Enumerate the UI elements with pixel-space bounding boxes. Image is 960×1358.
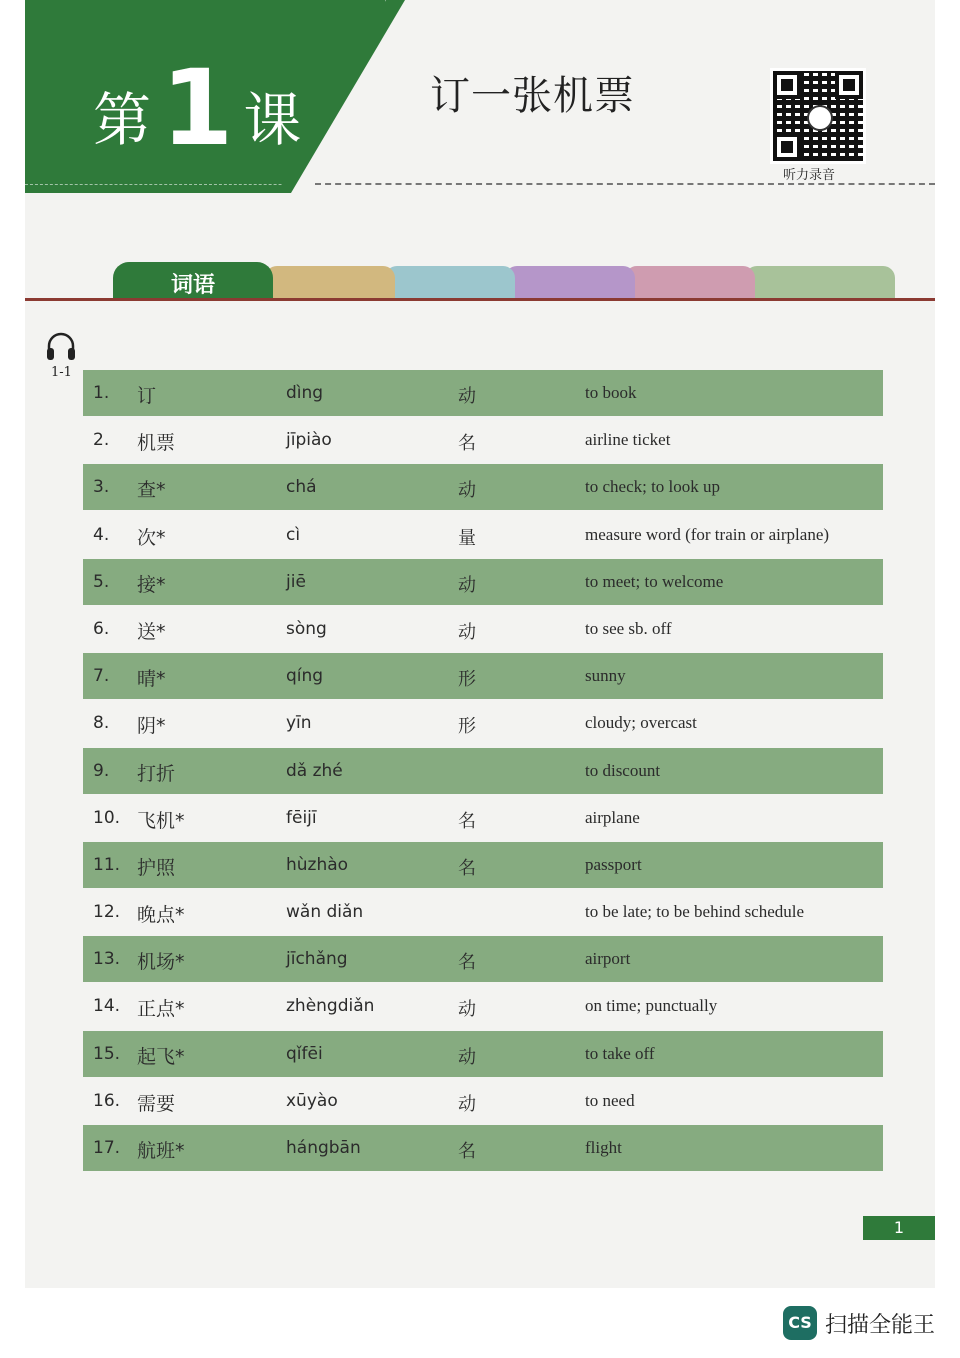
vocab-row [83, 512, 883, 559]
vocab-english: airport [585, 949, 631, 969]
vocab-hanzi: 需要 [137, 1092, 176, 1115]
vocab-english: sunny [585, 666, 626, 686]
vocab-row-background [83, 748, 883, 794]
vocab-pinyin: qíng [286, 666, 324, 687]
vocab-hanzi: 飞机* [137, 809, 185, 832]
vocab-number: 8. [93, 713, 110, 734]
vocab-pinyin: hùzhào [286, 854, 349, 875]
vocab-pinyin: qǐfēi [286, 1043, 323, 1064]
vocab-row [83, 559, 883, 606]
vocab-number: 6. [93, 618, 110, 639]
lesson-number: 1 [161, 47, 234, 169]
vocab-hanzi: 晴* [137, 668, 166, 691]
vocab-number: 3. [93, 477, 110, 498]
vocab-number: 16. [93, 1090, 121, 1111]
vocab-hanzi: 晚点* [137, 904, 185, 927]
vocab-row [83, 795, 883, 842]
vocab-pinyin: zhèngdiǎn [286, 996, 375, 1017]
vocab-english: to check; to look up [585, 477, 721, 497]
vocab-row [83, 1125, 883, 1172]
vocab-english: measure word (for train or airplane) [585, 524, 830, 544]
vocab-english: on time; punctually [585, 996, 718, 1016]
vocab-row [83, 842, 883, 889]
vocab-hanzi: 机场* [137, 951, 185, 974]
vocab-row [83, 464, 883, 511]
vocab-row [83, 1031, 883, 1078]
vocab-pinyin: yīn [286, 713, 312, 734]
vocab-row-background [83, 370, 883, 416]
scanner-label: 扫描全能王 [825, 1312, 936, 1338]
vocab-number: 15. [93, 1043, 121, 1064]
section-tab-decor [265, 266, 395, 300]
vocab-part-of-speech: 动 [458, 1046, 476, 1068]
camscanner-logo-icon: CS [783, 1306, 817, 1340]
section-tab-label: 词语 [170, 273, 215, 298]
vocab-part-of-speech: 动 [458, 386, 476, 407]
vocab-row [83, 889, 883, 936]
vocab-pinyin: chá [286, 477, 317, 498]
vocab-number: 11. [93, 854, 121, 875]
vocab-row-background [83, 1125, 883, 1171]
vocab-english: flight [585, 1138, 622, 1157]
vocab-row [83, 417, 883, 464]
vocab-number: 12. [93, 902, 121, 923]
audio-track-number: 1-1 [51, 365, 72, 380]
vocab-number: 1. [93, 383, 110, 403]
vocab-pinyin: jiē [286, 571, 306, 592]
vocab-row [83, 370, 883, 417]
vocab-row-background [83, 559, 883, 605]
lesson-heading [93, 47, 302, 169]
vocab-number: 17. [93, 1138, 121, 1158]
vocab-english: to discount [585, 760, 661, 780]
vocab-english: to book [585, 383, 637, 402]
vocab-number: 5. [93, 571, 110, 592]
vocab-row-background [83, 842, 883, 888]
vocab-row [83, 983, 883, 1030]
textbook-page [25, 0, 935, 1288]
vocab-pinyin: jīpiào [286, 430, 332, 451]
vocab-pinyin: hángbān [286, 1138, 361, 1158]
vocab-part-of-speech: 动 [458, 621, 476, 643]
qr-code-icon[interactable] [770, 68, 866, 164]
page-number: 1 [863, 1216, 935, 1240]
vocab-pinyin: cì [286, 524, 301, 545]
vocab-row-background [83, 653, 883, 699]
vocab-english: to meet; to welcome [585, 571, 724, 591]
section-tab-decor [385, 266, 515, 300]
vocab-hanzi: 送* [137, 620, 166, 643]
vocab-part-of-speech: 量 [458, 527, 476, 549]
vocab-row [83, 936, 883, 983]
vocab-english: to see sb. off [585, 618, 672, 638]
lesson-prefix: 第 [93, 86, 152, 154]
vocab-part-of-speech: 动 [458, 999, 476, 1021]
vocab-pinyin: sòng [286, 618, 327, 639]
vocab-part-of-speech: 名 [458, 857, 476, 879]
vocab-row [83, 700, 883, 747]
vocabulary-list [83, 370, 883, 1172]
vocab-hanzi: 接* [137, 573, 166, 596]
vocab-hanzi: 查* [137, 479, 166, 502]
vocab-hanzi: 起飞* [137, 1045, 185, 1068]
vocab-pinyin: dìng [286, 383, 324, 403]
section-tab-vocabulary [113, 262, 273, 300]
vocab-part-of-speech: 形 [458, 669, 476, 691]
vocab-hanzi: 次* [137, 526, 166, 549]
vocab-part-of-speech: 形 [458, 716, 476, 738]
vocab-row [83, 748, 883, 795]
vocab-row-background [83, 1031, 883, 1077]
vocab-number: 4. [93, 524, 110, 545]
vocab-row [83, 653, 883, 700]
vocab-english: passport [585, 854, 642, 874]
vocab-english: to be late; to be behind schedule [585, 902, 805, 922]
section-rule [25, 298, 935, 301]
vocab-hanzi: 护照 [137, 856, 176, 879]
scanner-watermark [783, 1306, 935, 1340]
section-tab-decor [745, 266, 895, 300]
vocab-row-background [83, 936, 883, 982]
vocab-english: to take off [585, 1043, 655, 1063]
vocab-pinyin: wǎn diǎn [286, 902, 364, 923]
vocab-number: 7. [93, 666, 110, 687]
vocab-hanzi: 打折 [137, 762, 176, 785]
vocab-part-of-speech: 名 [458, 952, 476, 974]
vocab-hanzi: 订 [137, 385, 157, 407]
qr-label: 听力录音 [783, 168, 836, 183]
vocab-number: 13. [93, 949, 121, 970]
vocab-row-background [83, 464, 883, 510]
vocab-number: 10. [93, 807, 121, 828]
section-tab-decor [625, 266, 755, 300]
vocab-pinyin: dǎ zhé [286, 760, 343, 781]
vocab-number: 9. [93, 760, 110, 781]
vocab-part-of-speech: 动 [458, 480, 476, 502]
vocab-part-of-speech: 名 [458, 810, 476, 832]
vocab-pinyin: xūyào [286, 1090, 338, 1111]
headphones-icon[interactable] [45, 330, 77, 362]
vocab-row [83, 1078, 883, 1125]
vocab-part-of-speech: 名 [458, 1141, 476, 1162]
vocab-part-of-speech: 名 [458, 433, 476, 455]
lesson-suffix: 课 [243, 86, 302, 154]
vocab-row [83, 606, 883, 653]
vocab-number: 14. [93, 996, 121, 1017]
section-tab-decor [505, 266, 635, 300]
lesson-title: 订一张机票 [430, 73, 635, 119]
vocab-part-of-speech: 动 [458, 1093, 476, 1115]
vocab-english: airline ticket [585, 430, 671, 450]
vocab-pinyin: jīchǎng [286, 949, 348, 970]
vocab-hanzi: 阴* [137, 715, 166, 738]
vocab-english: to need [585, 1090, 635, 1110]
vocab-english: cloudy; overcast [585, 713, 697, 733]
vocab-part-of-speech: 动 [458, 574, 476, 596]
vocab-hanzi: 机票 [137, 432, 176, 455]
vocab-pinyin: fēijī [286, 807, 317, 828]
vocab-hanzi: 正点* [137, 998, 185, 1021]
vocab-number: 2. [93, 430, 110, 451]
vocab-english: airplane [585, 807, 640, 827]
header-divider [315, 183, 935, 185]
vocab-hanzi: 航班* [137, 1140, 185, 1162]
